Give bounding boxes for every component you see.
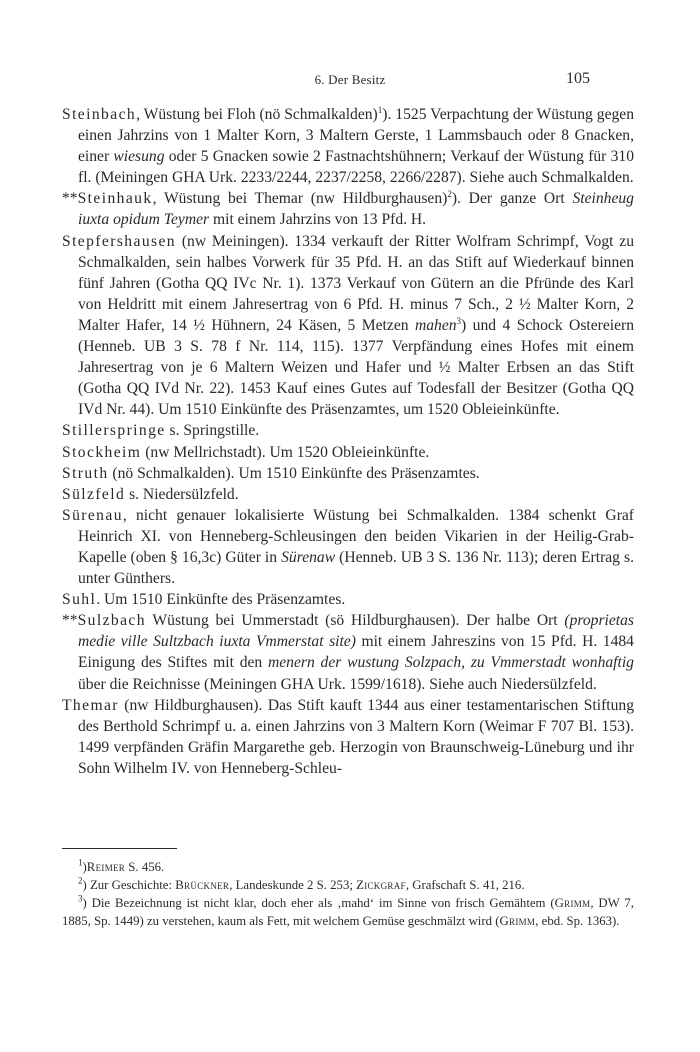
gazetteer-entries (62, 104, 634, 779)
entry-place-name: Stockheim (62, 443, 142, 461)
entry-place-name: Sulzbach (77, 612, 146, 630)
author-name: Zickgraf (356, 878, 406, 892)
gazetteer-entry: Stillerspringe s. Springstille. (62, 422, 260, 440)
entry-place-name: Steinbach (62, 106, 137, 123)
entry-place-name: Themar (62, 696, 119, 714)
entry-place-name: Sülzfeld (62, 485, 126, 503)
running-title: 6. Der Besitz (314, 72, 386, 87)
footnote-marker: 2 (78, 875, 83, 886)
page-number: 105 (566, 70, 590, 87)
gazetteer-entry: Steinbach, Wüstung bei Floh (nö Schmalkalden)$^1$). 1525 Verpachtung der Wüstung gegen einen Jahrzins von 1 Malter Korn, 3 Maltern Gerste, 1 Lammsbauch oder 8 Gnacken, einer wiesung oder 5 Gnacken sowie 2 Fastnachtshühnern; Verkauf der Wüstung für 310 fl. (Meiningen GHA Urk. 2233/2244, 2237/2258, 2266/2287). Siehe auch Schmalkalden. (62, 104, 635, 187)
footnote-marker: 3 (78, 893, 83, 904)
italic-quote: mahen (414, 316, 457, 334)
footnote-ref: 3 (456, 315, 462, 326)
entry-place-name: Stepfershausen (62, 232, 176, 250)
italic-quote: (proprietas medie ville Sultzbach iuxta Vmmerstat site) (78, 612, 634, 651)
gazetteer-entry: Suhl. Um 1510 Einkünfte des Präsenzamtes. (62, 591, 346, 609)
entry-place-name: Steinhauk (77, 190, 153, 208)
italic-quote: Steinheug iuxta opidum Teymer (78, 190, 634, 229)
gazetteer-entry: **Sulzbach Wüstung bei Ummerstadt (sö Hildburghausen). Der halbe Ort (proprietas medie ville Sultzbach iuxta Vmmerstat site) mit einem Jahreszins von 15 Pfd. H. 1484 Einigung des Stiftes mit den menern der wustung Solzpach, zu Vmmerstadt wonhaftig über die Reichnisse (Meiningen GHA Urk. 1599/1618). Siehe auch Niedersülzfeld. (62, 612, 634, 693)
author-name: Grimm (499, 914, 536, 928)
gazetteer-entry: Sürenau, nicht genauer lokalisierte Wüstung bei Schmalkalden. 1384 schenkt Graf Heinrich XI. von Henneberg-Schleusingen den beiden Vikarien in der Heilig-Grab-Kapelle (oben § 16,3c) Güter in Sürenaw (Henneb. UB 3 S. 136 Nr. 113); deren Ertrag s. unter Günthers. (62, 506, 634, 588)
author-name: Reimer (86, 860, 126, 874)
author-name: Brückner (175, 878, 230, 892)
footnote-ref: 1 (377, 104, 383, 115)
footnote-marker: 1 (78, 857, 83, 868)
gazetteer-entry: Stepfershausen (nw Meiningen). 1334 verkauft der Ritter Wolfram Schrimpf, Vogt zu Schmalkalden, sein halbes Vorwerk für 35 Pfd. H. an das Stift auf Wiederkauf binnen fünf Jahren (Gotha QQ IVc Nr. 1). 1373 Verkauf von Gütern an die Pfründe des Karl von Heldritt mit einem Jahresertrag von 6 Pfd. H. minus 7 Sch., 2 ½ Malter Korn, 2 Malter Hafer, 14 ½ Hühnern, 24 Käsen, 5 Metzen mahen$^3$) und 4 Schock Ostereiern (Henneb. UB 3 S. 78 f Nr. 114, 115). 1377 Verpfändung eines Hofes mit einem Jahresertrag von je 6 Maltern Weizen und Hafer und ½ Malter Erbsen an das Stift (Gotha QQ IVd Nr. 22). 1453 Kauf eines Gutes auf Todesfall der Besitzer (Gotha QQ IVd Nr. 44). Um 1510 Einkünfte des Präsenzamtes, um 1520 Obleieinkünfte. (62, 232, 634, 419)
footnote-divider (62, 848, 177, 849)
gazetteer-entry: Stockheim (nw Mellrichstadt). Um 1520 Obleieinkünfte. (62, 443, 430, 461)
gazetteer-entry: **Steinhauk, Wüstung bei Themar (nw Hildburghausen)$^2$). Der ganze Ort Steinheug iuxta opidum Teymer mit einem Jahrzins von 13 Pfd. H. (62, 189, 634, 229)
gazetteer-entry: Themar (nw Hildburghausen). Das Stift kauft 1344 aus einer testamentarischen Stiftung des Berthold Schrimpf u. a. einen Jahrzins von 3 Maltern Korn (Weimar F 707 Bl. 153). 1499 verpfänden Gräfin Margarethe geb. Herzogin von Braunschweig-Lüneburg und ihr Sohn Wilhelm IV. von Henneberg-Schleu- (62, 696, 634, 777)
entry-place-name: Sürenau (62, 506, 123, 524)
footnotes (62, 858, 634, 930)
author-name: Grimm (554, 896, 591, 910)
footnote: $^1$)Reimer S. 456. (78, 857, 165, 874)
entry-place-name: Suhl (62, 591, 97, 609)
entry-place-name: Stillerspringe (62, 422, 166, 440)
footnote-ref: 2 (447, 189, 452, 200)
italic-quote: Sürenaw (281, 548, 336, 566)
footnote: $^2$) Zur Geschichte: Brückner, Landeskunde 2 S. 253; Zickgraf, Grafschaft S. 41, 216. (78, 875, 525, 892)
italic-quote: menern der wustung Solzpach, zu Vmmerstadt wonhaftig (267, 654, 634, 672)
gazetteer-entry: Struth (nö Schmalkalden). Um 1510 Einkünfte des Präsenzamtes. (62, 464, 480, 482)
entry-place-name: Struth (62, 464, 109, 482)
italic-quote: wiesung (113, 148, 165, 166)
footnote: $^3$) Die Bezeichnung ist nicht klar, doch eher als ‚mahd‘ im Sinne von frisch Gemähtem (Grimm, DW 7, 1885, Sp. 1449) zu verstehen, kaum als Fett, mit welchem Gemüse geschmälzt wird (Grimm, ebd. Sp. 1363). (62, 893, 634, 928)
gazetteer-entry: Sülzfeld s. Niedersülzfeld. (62, 485, 239, 503)
